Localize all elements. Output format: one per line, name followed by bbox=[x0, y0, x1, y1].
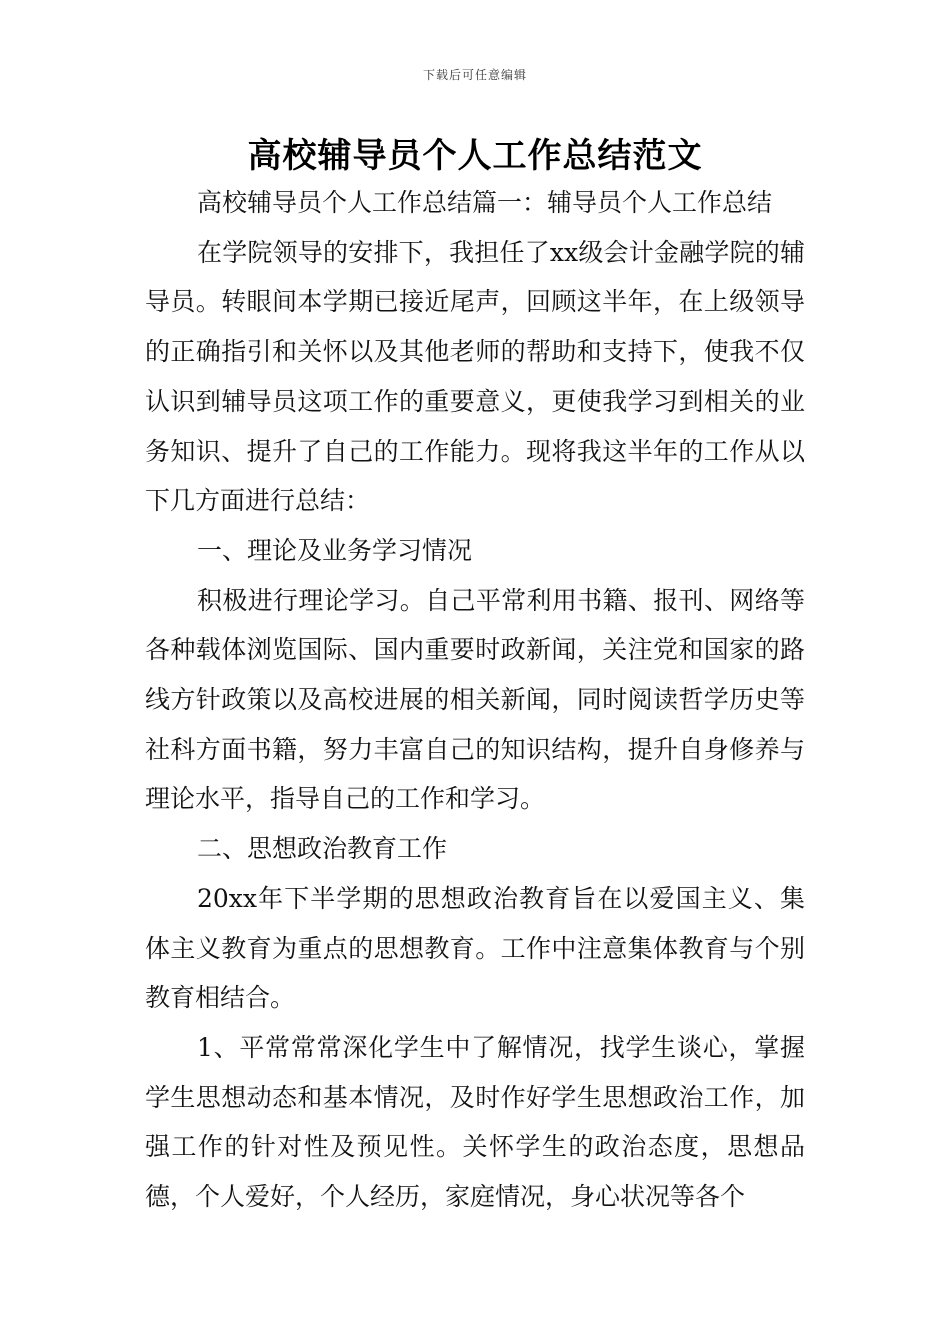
document-body bbox=[145, 178, 805, 1222]
section-heading-1: 一、理论及业务学习情况 bbox=[197, 535, 473, 565]
paragraph-item-1: 1、平常常常深化学生中了解情况，找学生谈心，掌握学生思想动态和基本情况，及时作好学生思想政治工作，加强工作的针对性及预见性。关怀学生的政治态度，思想品德，个人爱好，个人经历，家庭情况，身心状况等各个 bbox=[145, 1032, 805, 1212]
paragraph-theory: 积极进行理论学习。自己平常利用书籍、报刊、网络等各种载体浏览国际、国内重要时政新闻，关注党和国家的路线方针政策以及高校进展的相关新闻，同时阅读哲学历史等社科方面书籍，努力丰富自己的知识结构，提升自身修养与理论水平，指导自己的工作和学习。 bbox=[145, 585, 805, 814]
paragraph-education: 20xx年下半学期的思想政治教育旨在以爱国主义、集体主义教育为重点的思想教育。工作中注意集体教育与个别教育相结合。 bbox=[145, 883, 805, 1013]
section-heading-2: 二、思想政治教育工作 bbox=[197, 834, 448, 864]
paragraph-subtitle: 高校辅导员个人工作总结篇一：辅导员个人工作总结 bbox=[197, 188, 773, 217]
document-title: 高校辅导员个人工作总结范文 bbox=[247, 136, 703, 176]
paragraph-intro: 在学院领导的安排下，我担任了xx级会计金融学院的辅导员。转眼间本学期已接近尾声，回顾这半年，在上级领导的正确指引和关怀以及其他老师的帮助和支持下，使我不仅认识到辅导员这项工作的重要意义，更使我学习到相关的业务知识、提升了自己的工作能力。现将我这半年的工作从以下几方面进行总结： bbox=[145, 237, 805, 516]
header-note: 下载后可任意编辑 bbox=[422, 68, 527, 82]
